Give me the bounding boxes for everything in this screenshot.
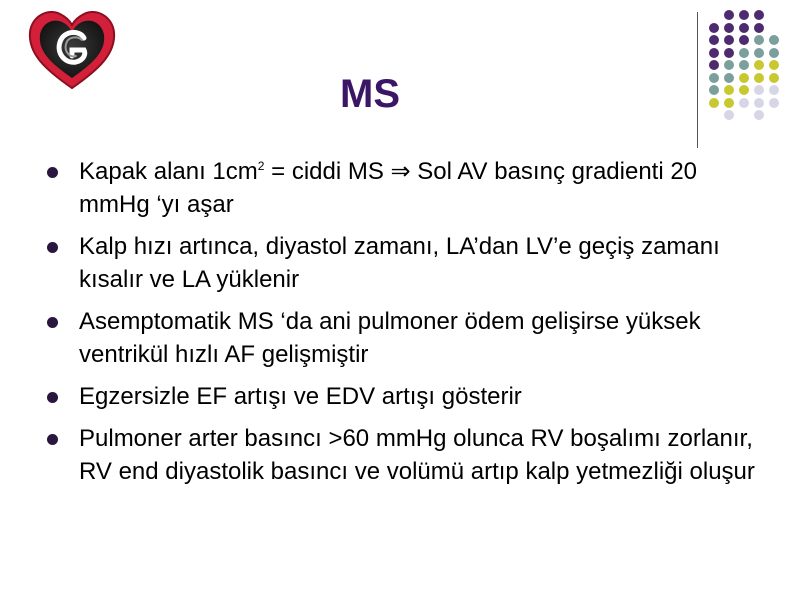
bullet-marker xyxy=(47,167,58,178)
decorative-dot xyxy=(724,10,734,20)
bullet-item xyxy=(46,305,766,371)
decorative-dot xyxy=(724,48,734,58)
implies-arrow: ⇒ xyxy=(390,158,411,185)
decorative-dot xyxy=(739,73,749,83)
bullet-marker xyxy=(47,434,58,445)
decorative-dot xyxy=(709,23,719,33)
decorative-dot xyxy=(754,23,764,33)
bullet-text: Egzersizle EF artışı ve EDV artışı gösterir xyxy=(79,383,522,410)
decorative-dot xyxy=(709,73,719,83)
bullet-text: Kapak alanı 1cm xyxy=(79,158,258,185)
decorative-dot xyxy=(724,23,734,33)
decorative-dot xyxy=(739,35,749,45)
decorative-dot xyxy=(754,85,764,95)
decorative-dot xyxy=(769,98,779,108)
bullet-item xyxy=(46,422,766,488)
decorative-dot xyxy=(769,35,779,45)
decorative-dot xyxy=(724,110,734,120)
decorative-dot xyxy=(739,23,749,33)
bullet-marker xyxy=(47,242,58,253)
divider-line xyxy=(697,12,698,148)
decorative-dot xyxy=(739,85,749,95)
decorative-dot xyxy=(754,110,764,120)
superscript: 2 xyxy=(257,159,265,173)
decorative-dot xyxy=(724,60,734,70)
decorative-dot xyxy=(739,98,749,108)
bullet-text: Pulmoner arter basıncı >60 mmHg olunca RV boşalımı zorlanır, RV end diyastolik basıncı ve volümü artıp kalp yetmezliği oluşur xyxy=(79,425,755,485)
decorative-dot xyxy=(709,35,719,45)
bullet-item xyxy=(46,230,766,296)
decorative-dot xyxy=(724,98,734,108)
slide-title: MS xyxy=(340,72,400,116)
decorative-dot xyxy=(739,48,749,58)
decorative-dot xyxy=(724,35,734,45)
decorative-dot xyxy=(724,85,734,95)
bullet-text: Sol AV basınç gradienti 20 mmHg ‘yı aşar xyxy=(79,158,698,218)
heart-logo-icon xyxy=(26,8,118,90)
bullet-item xyxy=(46,380,766,413)
decorative-dot xyxy=(709,60,719,70)
decorative-dot xyxy=(709,48,719,58)
decorative-dot xyxy=(754,98,764,108)
decorative-dot xyxy=(769,85,779,95)
bullet-list xyxy=(46,155,766,497)
decorative-dot xyxy=(754,35,764,45)
decorative-dot xyxy=(739,10,749,20)
decorative-dot xyxy=(754,48,764,58)
decorative-dot xyxy=(754,60,764,70)
decorative-dot xyxy=(769,60,779,70)
decorative-dot xyxy=(724,73,734,83)
decorative-dot xyxy=(769,73,779,83)
decorative-dot xyxy=(754,73,764,83)
decorative-dot xyxy=(709,98,719,108)
bullet-item xyxy=(46,155,766,221)
bullet-text: Asemptomatik MS ‘da ani pulmoner ödem gelişirse yüksek ventrikül hızlı AF gelişmiştir xyxy=(79,308,701,368)
bullet-text: Kalp hızı artınca, diyastol zamanı, LA’dan LV’e geçiş zamanı kısalır ve LA yüklenir xyxy=(79,233,720,293)
decorative-dot xyxy=(754,10,764,20)
bullet-text: = ciddi MS xyxy=(264,158,391,185)
decorative-dot xyxy=(739,60,749,70)
decorative-dot xyxy=(709,85,719,95)
bullet-marker xyxy=(47,392,58,403)
decorative-dot xyxy=(769,48,779,58)
bullet-marker xyxy=(47,317,58,328)
